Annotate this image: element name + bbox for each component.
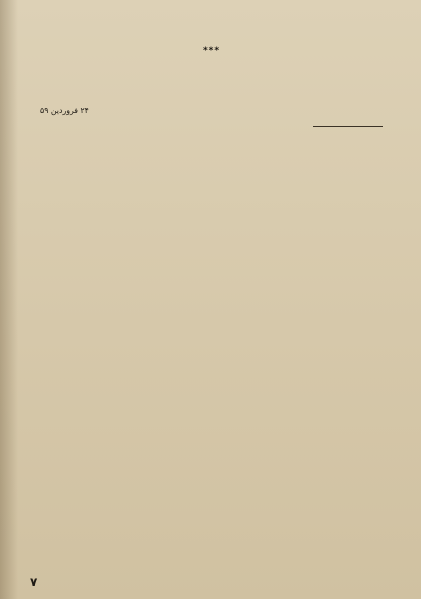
page-content: [40, 14, 383, 571]
section-separator: ***: [202, 46, 221, 57]
body-paragraph-3: [40, 62, 383, 74]
signature-date: ۲۴ فروردین ۵۹: [40, 105, 89, 115]
signature-block: [40, 105, 160, 116]
body-paragraph-5: [40, 87, 383, 99]
binding-shadow: [0, 0, 18, 599]
body-paragraph-2: [40, 26, 383, 38]
body-paragraph-4: [40, 75, 383, 87]
page-number: ۷: [30, 575, 38, 589]
footnote-divider: [313, 126, 383, 127]
footnote-text: [40, 131, 383, 140]
body-paragraph-1: [40, 14, 383, 26]
